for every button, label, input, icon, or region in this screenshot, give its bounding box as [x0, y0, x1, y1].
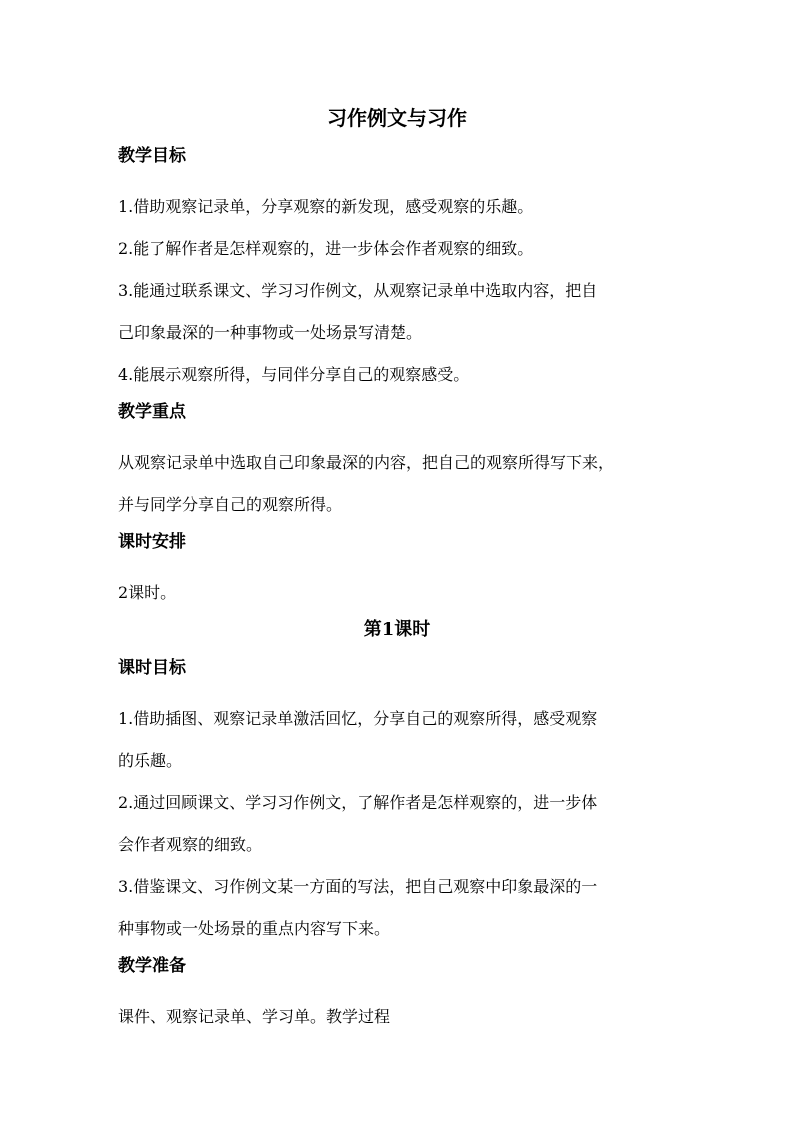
schedule-text: 2课时。: [118, 583, 177, 602]
goals-line-2: 2.能了解作者是怎样观察的，进一步体会作者观察的细致。: [118, 239, 534, 258]
lesson1-goals-line-6: 种事物或一处场景的重点内容写下来。: [118, 919, 391, 938]
lesson1-goals-line-2: 的乐趣。: [118, 751, 183, 770]
goals-line-3: 3.能通过联系课文、学习习作例文，从观察记录单中选取内容，把自: [118, 281, 598, 300]
focus-line-2: 并与同学分享自己的观察所得。: [118, 495, 343, 514]
prep-heading: 教学准备: [118, 956, 186, 976]
lesson1-goals-line-1: 1.借助插图、观察记录单激活回忆，分享自己的观察所得，感受观察: [118, 709, 598, 728]
lesson1-goals-line-4: 会作者观察的细致。: [118, 835, 263, 854]
lesson1-goals-heading: 课时目标: [118, 658, 186, 678]
focus-heading: 教学重点: [118, 402, 186, 422]
lesson1-heading: 第1课时: [363, 619, 431, 640]
goals-line-4: 己印象最深的一种事物或一处场景写清楚。: [118, 323, 423, 342]
prep-text: 课件、观察记录单、学习单。教学过程: [118, 1007, 391, 1026]
goals-heading: 教学目标: [118, 146, 186, 166]
document-title: 习作例文与习作: [327, 106, 467, 130]
lesson1-goals-line-3: 2.通过回顾课文、学习习作例文，了解作者是怎样观察的，进一步体: [118, 793, 598, 812]
focus-line-1: 从观察记录单中选取自己印象最深的内容，把自己的观察所得写下来，: [118, 453, 615, 472]
goals-line-5: 4.能展示观察所得，与同伴分享自己的观察感受。: [118, 365, 470, 384]
lesson1-goals-line-5: 3.借鉴课文、习作例文某一方面的写法，把自己观察中印象最深的一: [118, 877, 598, 896]
schedule-heading: 课时安排: [118, 532, 186, 552]
goals-line-1: 1.借助观察记录单，分享观察的新发现，感受观察的乐趣。: [118, 197, 534, 216]
